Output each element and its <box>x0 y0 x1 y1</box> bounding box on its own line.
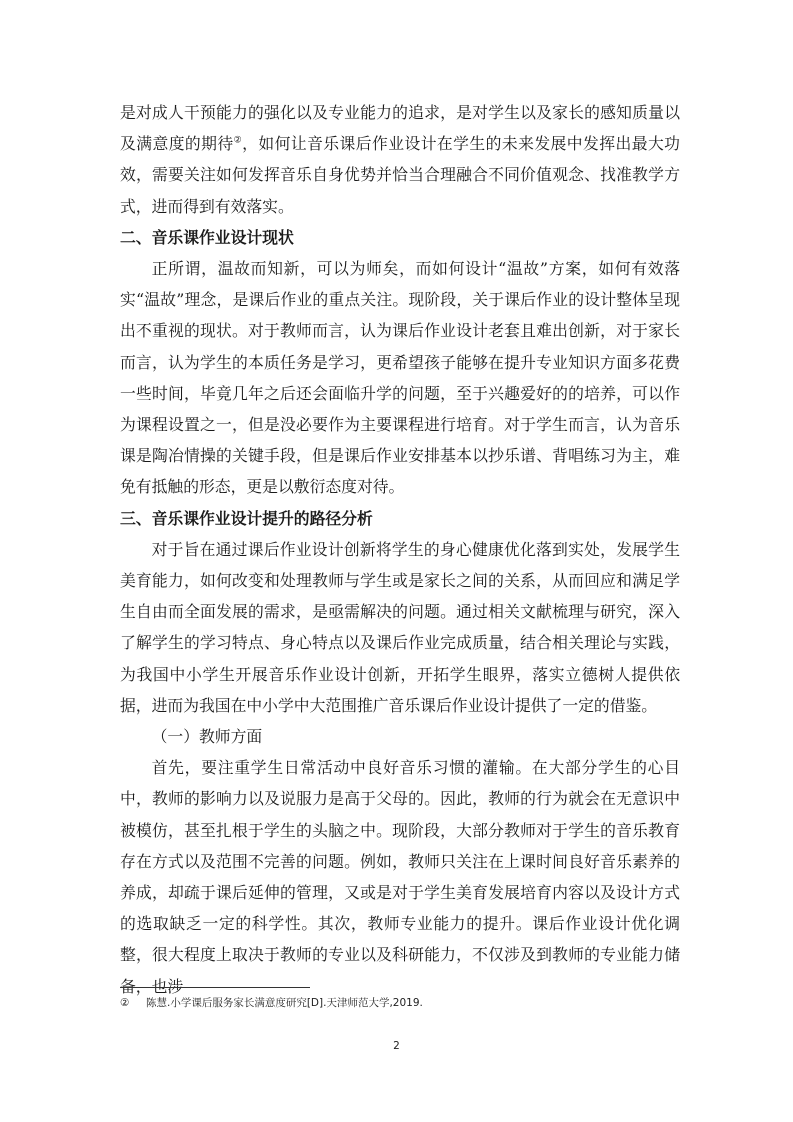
section-heading-2: 二、音乐课作业设计现状 <box>120 227 294 247</box>
paragraph-text: 是对成人干预能力的强化以及专业能力的追求，是对学生以及家长的感知质量以及满意度的期待 <box>120 103 680 154</box>
footnote-reference[interactable]: ② <box>233 135 243 146</box>
subsection-heading: （一）教师方面 <box>151 727 263 747</box>
paragraph: 首先，要注重学生日常活动中良好音乐习惯的灌输。在大部分学生的心目中，教师的影响力以及说服力是高于父母的。因此，教师的行为就会在无意识中被模仿，甚至扎根于学生的头脑之中。现阶段，大部分教师对于学生的音乐教育存在方式以及范围不完善的问题。例如，教师只关注在上课时间良好音乐素养的养成，却疏于课后延伸的管理，又或是对于学生美育发展培育内容以及设计方式的选取缺乏一定的科学性。其次，教师专业能力的提升。课后作业设计优化调整，很大程度上取决于教师的专业以及科研能力，不仅涉及到教师的专业能力储备，也涉 <box>120 758 680 996</box>
footnote-marker: ② <box>120 997 130 1009</box>
footnote <box>120 995 680 1011</box>
section-heading-3: 三、音乐课作业设计提升的路径分析 <box>120 508 373 528</box>
paragraph: 对于旨在通过课后作业设计创新将学生的身心健康优化落到实处，发展学生美育能力，如何改变和处理教师与学生或是家长之间的关系，从而回应和满足学生自由而全面发展的需求，是亟需解决的问题。通过相关文献梳理与研究，深入了解学生的学习特点、身心特点以及课后作业完成质量，结合相关理论与实践，为我国中小学生开展音乐作业设计创新，开拓学生眼界，落实立德树人提供依据，进而为我国在中小学中大范围推广音乐课后作业设计提供了一定的借鉴。 <box>120 539 680 715</box>
paragraph-text: ，如何让音乐课后作业设计在学生的未来发展中发挥出最大功效，需要关注如何发挥音乐自身优势并恰当合理融合不同价值观念、找准教学方式，进而得到有效落实。 <box>120 134 680 216</box>
body-text <box>120 97 680 1002</box>
page-number: 2 <box>393 1040 400 1052</box>
footnote-separator <box>120 987 310 988</box>
paragraph-continuation <box>120 97 680 222</box>
paragraph: 正所谓，温故而知新，可以为师矣，而如何设计“温故”方案，如何有效落实“温故”理念，是课后作业的重点关注。现阶段，关于课后作业的设计整体呈现出不重视的现状。对于教师而言，认为课后作业设计老套且难出创新，对于家长而言，认为学生的本质任务是学习，更希望孩子能够在提升专业知识方面多花费一些时间，毕竟几年之后还会面临升学的问题，至于兴趣爱好的的培养，可以作为课程设置之一，但是没必要作为主要课程进行培育。对于学生而言，认为音乐课是陶冶情操的关键手段，但是课后作业安排基本以抄乐谱、背唱练习为主，难免有抵触的形态，更是以敷衍态度对待。 <box>120 259 680 497</box>
footnote-text: 陈慧.小学课后服务家长满意度研究[D].天津师范大学,2019. <box>146 997 423 1009</box>
